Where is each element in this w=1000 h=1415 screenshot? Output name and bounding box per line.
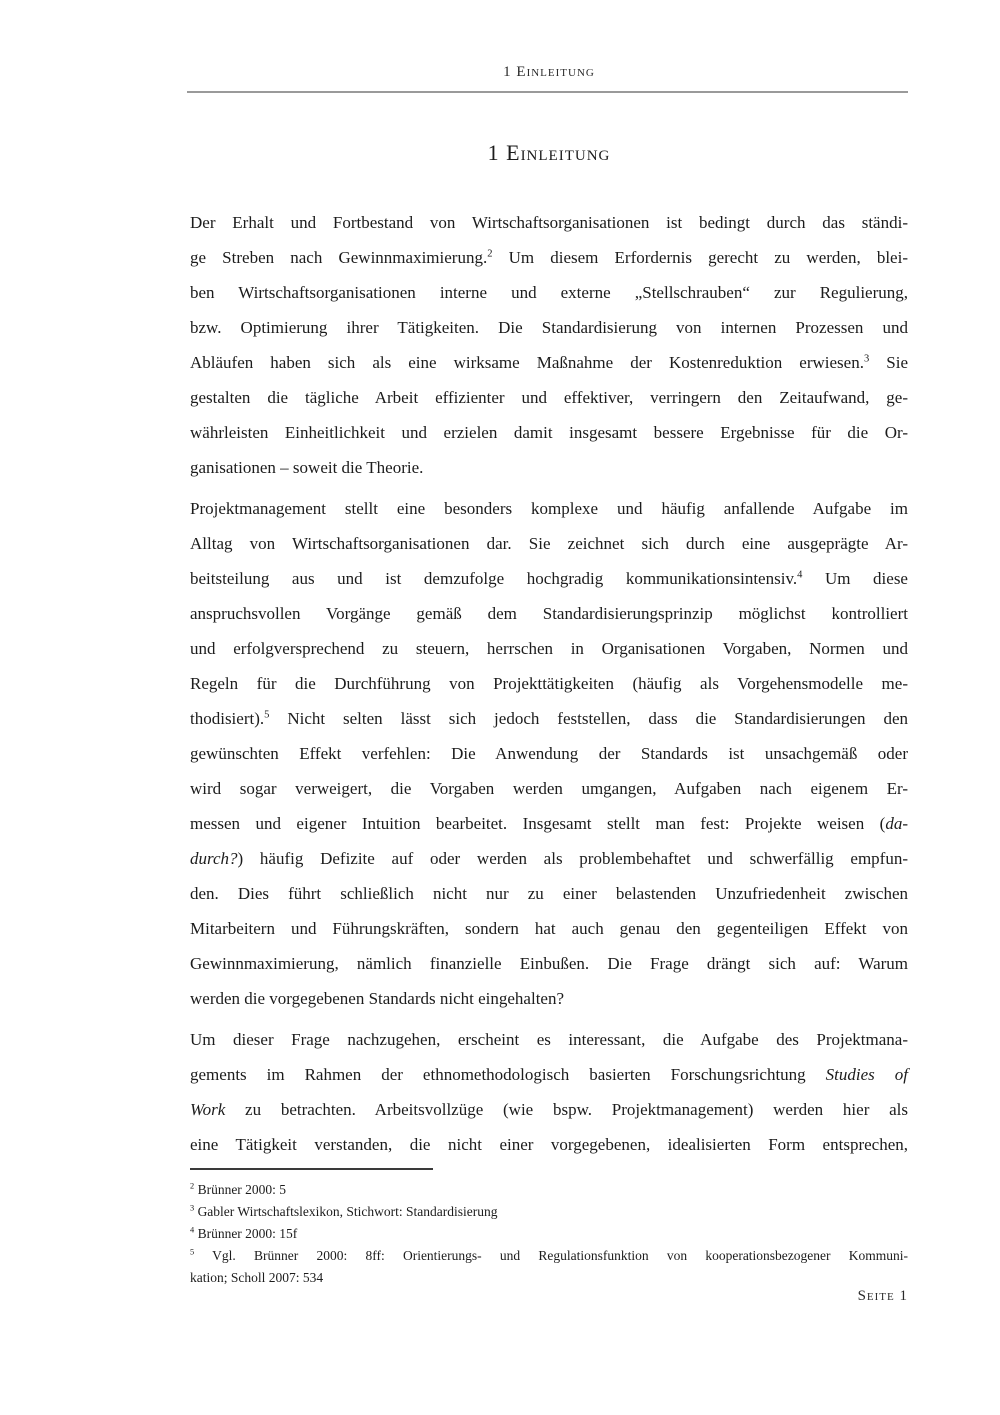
- text-run: Gewinnmaximierung, nämlich finanzielle Einbußen. Die Frage drängt sich auf: Warum: [190, 954, 908, 973]
- italic-text: durch?: [190, 849, 238, 868]
- text-run: messen und eigener Intuition bearbeitet. Insgesamt stellt man fest: Projekte weisen (: [190, 814, 886, 833]
- footnote-line: $^5$ Vgl. Brünner 2000: 8ff: Orientierungs- und Regulationsfunktion von kooperationsbezogener Kommuni-: [190, 1247, 908, 1263]
- footnotes-section: [190, 1168, 908, 1289]
- footnote-line: $^4$ Brünner 2000: 15f: [190, 1225, 298, 1241]
- footnote-ref: 3: [863, 353, 870, 365]
- text-run: Um diese: [802, 569, 908, 588]
- text-line: [190, 415, 908, 450]
- text-line: [190, 345, 908, 380]
- page-number: Seite 1: [857, 1288, 908, 1304]
- footnote-marker: 2: [190, 1181, 195, 1191]
- text-run: thodisiert).: [190, 709, 265, 728]
- text-line: [190, 596, 908, 631]
- text-run: Sie: [869, 353, 908, 372]
- text-run: gements im Rahmen der ethnomethodologisch basierten Forschungsrichtung: [190, 1065, 826, 1084]
- text-run: werden die vorgegebenen Standards nicht eingehalten?: [190, 989, 565, 1008]
- body-text: [190, 205, 908, 1168]
- text-run: Um dieser Frage nachzugehen, erscheint es interessant, die Aufgabe des Projektmana-: [190, 1030, 908, 1049]
- text-line: [190, 526, 908, 561]
- text-line: [190, 1092, 908, 1127]
- text-line: [190, 841, 908, 876]
- page-title: 1 Einleitung: [487, 140, 611, 165]
- text-run: den. Dies führt schließlich nicht nur zu einer belastenden Unzufriedenheit zwischen: [190, 884, 908, 903]
- text-run: Projektmanagement stellt eine besonders komplexe und häufig anfallende Aufgabe im: [190, 499, 908, 518]
- text-run: wird sogar verweigert, die Vorgaben werden umgangen, Aufgaben nach eigenem Er-: [190, 779, 908, 798]
- paragraph: [190, 1022, 908, 1162]
- text-line: [190, 946, 908, 981]
- footnote-marker: 4: [190, 1225, 195, 1235]
- footnote-line: $^3$ Gabler Wirtschaftslexikon, Stichwort: Standardisierung: [190, 1203, 498, 1219]
- text-line: [190, 1022, 908, 1057]
- text-run: beitsteilung aus und ist demzufolge hochgradig kommunikationsintensiv.: [190, 569, 798, 588]
- italic-text: Studies of: [825, 1065, 908, 1084]
- running-header: 1 Einleitung: [503, 64, 595, 80]
- text-run: zu betrachten. Arbeitsvollzüge (wie bspw. Projektmanagement) werden hier als: [225, 1100, 908, 1119]
- text-run: anspruchsvollen Vorgänge gemäß dem Standardisierungsprinzip möglichst kontrolliert: [190, 604, 908, 623]
- text-run: Um diesem Erfordernis gerecht zu werden, blei-: [492, 248, 908, 267]
- text-line: [190, 310, 908, 345]
- footnote: [190, 1201, 908, 1223]
- footnote-line: kation; Scholl 2007: 534: [190, 1270, 324, 1285]
- footnote-ref: 2: [487, 248, 493, 260]
- text-run: ben Wirtschaftsorganisationen interne und externe „Stellschrauben“ zur Regulierung,: [190, 283, 908, 302]
- footnote: [190, 1223, 908, 1245]
- text-run: ganisationen – soweit die Theorie.: [190, 458, 424, 477]
- text-line: [190, 876, 908, 911]
- footnote-line: $^2$ Brünner 2000: 5: [190, 1181, 287, 1197]
- footnote-rule: [190, 1168, 433, 1170]
- text-line: [190, 736, 908, 771]
- footnote-marker: 3: [190, 1203, 195, 1213]
- text-run: Alltag von Wirtschaftsorganisationen dar. Sie zeichnet sich durch eine ausgeprägte Ar-: [190, 534, 908, 553]
- italic-text: da-: [885, 814, 908, 833]
- text-line: [190, 806, 908, 841]
- paragraph: [190, 205, 908, 485]
- text-run: gewünschten Effekt verfehlen: Die Anwendung der Standards ist unsachgemäß oder: [190, 744, 908, 763]
- footnote: [190, 1179, 908, 1201]
- paragraph: [190, 491, 908, 1016]
- text-line: [190, 561, 908, 596]
- footnote-ref: 5: [264, 709, 270, 721]
- text-line: [190, 240, 908, 275]
- text-run: gestalten die tägliche Arbeit effizienter und effektiver, verringern den Zeitaufwand, ge-: [190, 388, 908, 407]
- text-run: ) häufig Defizite auf oder werden als problembehaftet und schwerfällig empfun-: [237, 849, 908, 868]
- text-line: [190, 701, 908, 736]
- footnotes-list: [190, 1179, 908, 1289]
- text-line: [190, 911, 908, 946]
- footnote: [190, 1245, 908, 1289]
- text-line: [190, 491, 908, 526]
- text-line: [190, 1057, 908, 1092]
- text-run: Abläufen haben sich als eine wirksame Maßnahme der Kostenreduktion erwiesen.: [190, 353, 864, 372]
- footnote-ref: 4: [797, 569, 803, 581]
- text-line: [190, 450, 908, 485]
- text-line: [190, 1127, 908, 1162]
- text-line: [190, 771, 908, 806]
- text-line: [190, 981, 908, 1016]
- text-run: währleisten Einheitlichkeit und erzielen damit insgesamt bessere Ergebnisse für die Or-: [190, 423, 908, 442]
- text-line: [190, 666, 908, 701]
- text-run: Mitarbeitern und Führungskräften, sondern hat auch genau den gegenteiligen Effekt von: [190, 919, 908, 938]
- text-line: [190, 631, 908, 666]
- text-run: und erfolgversprechend zu steuern, herrschen in Organisationen Vorgaben, Normen und: [190, 639, 908, 658]
- text-run: Der Erhalt und Fortbestand von Wirtschaftsorganisationen ist bedingt durch das ständi-: [190, 213, 908, 232]
- text-line: [190, 205, 908, 240]
- text-line: [190, 275, 908, 310]
- italic-text: Work: [190, 1100, 226, 1119]
- text-run: bzw. Optimierung ihrer Tätigkeiten. Die Standardisierung von internen Prozessen und: [190, 318, 908, 337]
- text-run: Regeln für die Durchführung von Projekttätigkeiten (häufig als Vorgehensmodelle me-: [190, 674, 908, 693]
- text-run: eine Tätigkeit verstanden, die nicht einer vorgegebenen, idealisierten Form entsprechen,: [190, 1135, 908, 1154]
- footnote-marker: 5: [190, 1247, 195, 1257]
- header-rule: [187, 91, 908, 93]
- text-line: [190, 380, 908, 415]
- text-run: ge Streben nach Gewinnmaximierung.: [190, 248, 488, 267]
- text-run: Nicht selten lässt sich jedoch feststellen, dass die Standardisierungen den: [269, 709, 908, 728]
